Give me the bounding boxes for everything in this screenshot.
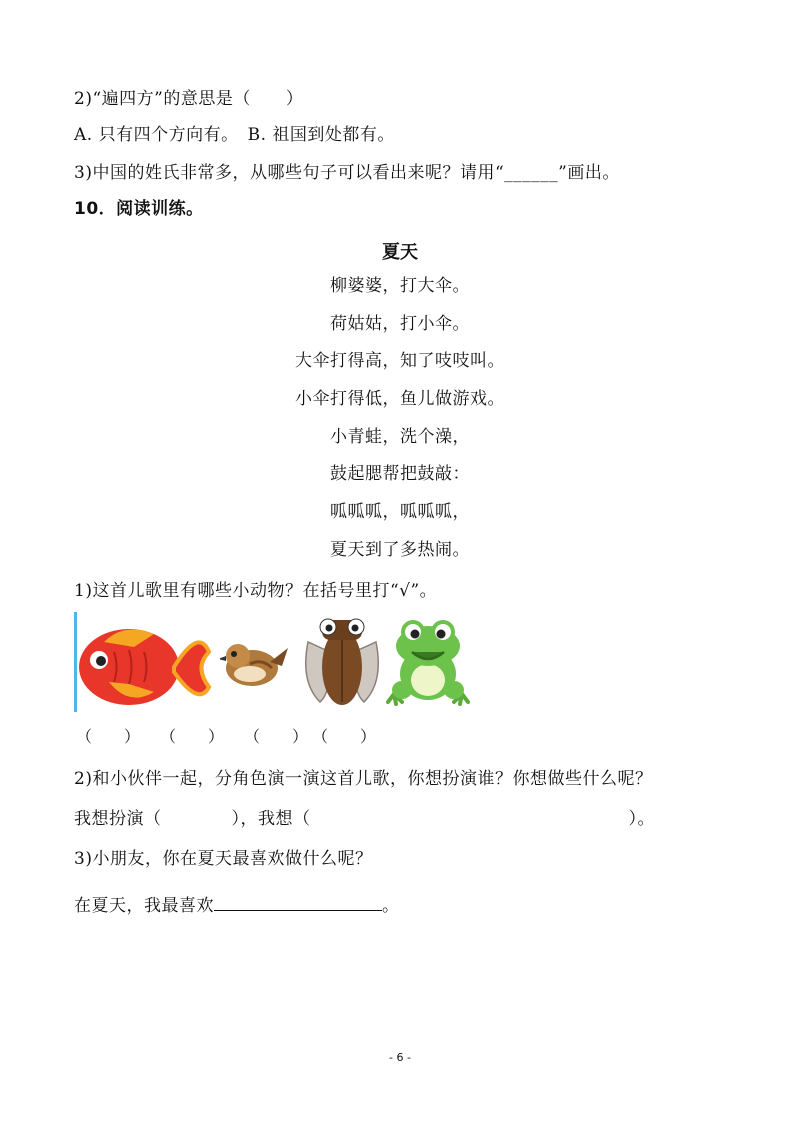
- sub-question-2-answer[interactable]: [74, 808, 655, 830]
- poem-line: 荷姑姑，打小伞。: [330, 314, 470, 334]
- section-10-heading: 10．阅读训练。: [74, 199, 204, 219]
- poem-line: 小青蛙，洗个澡，: [330, 427, 470, 447]
- answer-parentheses[interactable]: （ ）: [160, 727, 225, 746]
- poem-line: 鼓起腮帮把鼓敲：: [330, 464, 470, 484]
- answer-parentheses[interactable]: （ ）: [76, 727, 141, 746]
- frog-icon: [386, 612, 470, 712]
- bird-icon: [220, 634, 290, 694]
- summer-answer-blank[interactable]: [214, 892, 382, 911]
- role-answer-prefix: 我想扮演（ ），我想（: [74, 809, 311, 829]
- role-answer-suffix: ）。: [628, 809, 655, 829]
- sub-question-2: 2)和小伙伴一起，分角色演一演这首儿歌，你想扮演谁？你想做些什么呢？: [74, 769, 653, 789]
- summer-answer-suffix: 。: [382, 896, 400, 916]
- poem-line: 小伞打得低，鱼儿做游戏。: [295, 389, 505, 409]
- cicada-icon: [300, 612, 384, 712]
- answer-parentheses[interactable]: （ ）: [312, 727, 377, 746]
- question-3-text: [74, 162, 620, 184]
- poem-title: 夏天: [382, 242, 418, 263]
- question-2-options: A. 只有四个方向有。 B. 祖国到处都有。: [74, 125, 395, 145]
- question-2-text: 2)“遍四方”的意思是（ ）: [74, 89, 304, 109]
- poem-line: 呱呱呱，呱呱呱，: [330, 502, 470, 522]
- poem-line: 夏天到了多热闹。: [330, 540, 470, 560]
- question-3-suffix: ”画出。: [558, 163, 620, 183]
- fish-icon: [74, 612, 212, 712]
- animal-pictures: [74, 612, 474, 712]
- sub-question-1: 1)这首儿歌里有哪些小动物？在括号里打“√”。: [74, 581, 438, 601]
- summer-answer-prefix: 在夏天，我最喜欢: [74, 896, 214, 916]
- poem-line: 大伞打得高，知了吱吱叫。: [295, 351, 505, 371]
- answer-parentheses[interactable]: （ ）: [244, 727, 309, 746]
- sub-question-3-answer[interactable]: [74, 892, 400, 917]
- question-3-blank: ______: [504, 163, 559, 183]
- question-3-prefix: 3)中国的姓氏非常多，从哪些句子可以看出来呢？请用“: [74, 163, 505, 183]
- sub-question-3: 3)小朋友，你在夏天最喜欢做什么呢？: [74, 849, 373, 869]
- poem-line: 柳婆婆，打大伞。: [330, 276, 470, 296]
- page-number: - 6 -: [389, 1051, 411, 1064]
